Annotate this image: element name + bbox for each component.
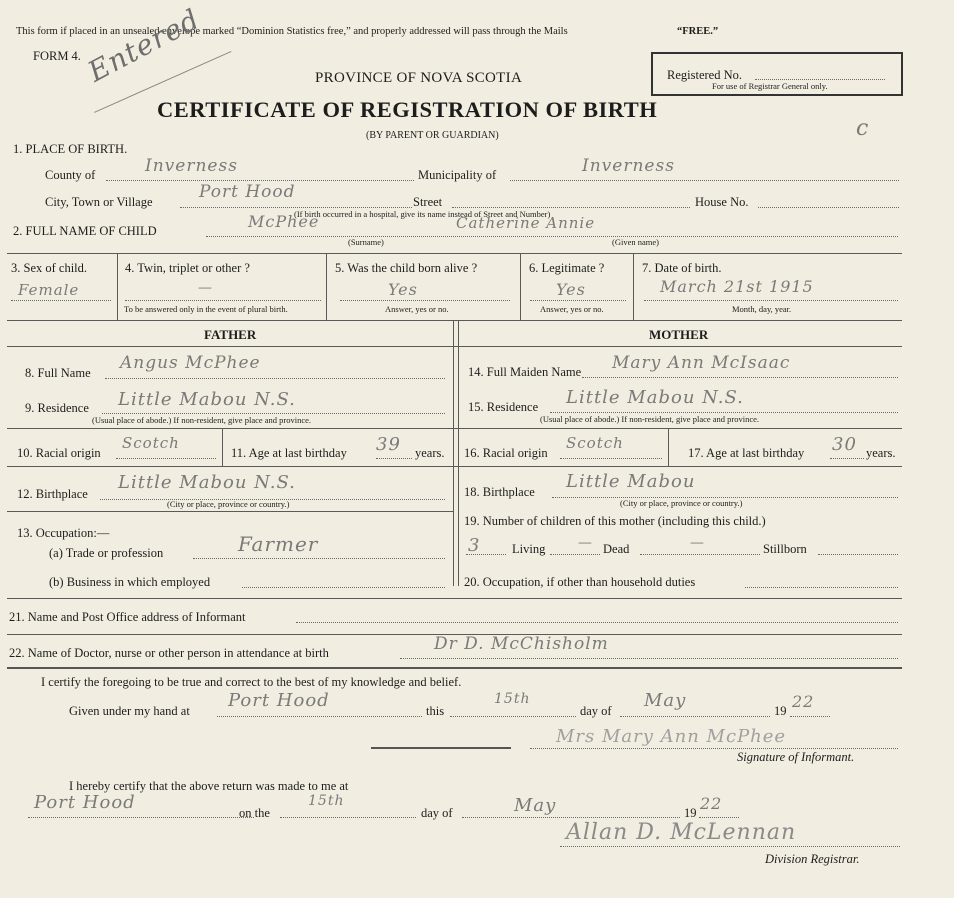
father-trade-line	[193, 558, 445, 559]
form-number: FORM 4.	[33, 49, 81, 63]
father-name-value: Angus McPhee	[120, 353, 261, 373]
surname-caption: (Surname)	[348, 237, 384, 247]
doctor-label: 22. Name of Doctor, nurse or other person in attendance at birth	[9, 646, 329, 660]
city-value: Port Hood	[199, 182, 296, 202]
given-month-line	[620, 716, 770, 717]
mail-notice: This form if placed in an unsealed envelope marked “Dominion Statistics free,” and properly addressed will pass through the Mails	[16, 26, 568, 37]
father-occupation-label: 13. Occupation:—	[17, 526, 110, 540]
registrar-month-value: May	[514, 795, 557, 816]
child-name-label: 2. FULL NAME OF CHILD	[13, 224, 157, 238]
twin-label: 4. Twin, triplet or other ?	[125, 261, 250, 275]
mother-name-label: 14. Full Maiden Name	[468, 365, 582, 379]
mother-residence-value: Little Mabou N.S.	[566, 387, 744, 408]
legitimate-line	[530, 300, 626, 301]
registrar-on-label: on the	[239, 806, 270, 820]
living-dash: —	[578, 535, 593, 551]
father-trade-value: Farmer	[238, 532, 319, 556]
mother-racial-label: 16. Racial origin	[464, 446, 548, 460]
row-divider	[7, 320, 902, 321]
signature-rule	[371, 747, 511, 749]
county-label: County of	[45, 168, 96, 182]
living-label: Living	[512, 542, 546, 556]
mother-residence-note: (Usual place of abode.) If non-resident, give place and province.	[540, 414, 760, 424]
father-racial-label: 10. Racial origin	[17, 446, 101, 460]
doctor-value: Dr D. McChisholm	[434, 634, 609, 654]
mother-birthplace-label: 18. Birthplace	[464, 485, 535, 499]
given-place-value: Port Hood	[228, 690, 330, 711]
mother-residence-line	[550, 412, 898, 413]
father-age-line	[376, 458, 412, 459]
children-label: 19. Number of children of this mother (including this child.)	[464, 514, 766, 528]
parents-row-divider	[7, 466, 902, 467]
child-name-line	[206, 236, 898, 237]
father-racial-value: Scotch	[122, 434, 180, 452]
sex-label: 3. Sex of child.	[11, 261, 88, 275]
registrar-year-prefix: 19	[684, 806, 697, 820]
parents-row-divider	[7, 511, 453, 512]
mother-birthplace-value: Little Mabou	[566, 471, 696, 492]
living-value: 3	[468, 535, 481, 556]
registrar-signature-line	[560, 846, 900, 847]
father-birthplace-note: (City or place, province or country.)	[167, 499, 290, 509]
mother-age-unit: years.	[866, 446, 896, 460]
certification-divider	[7, 667, 902, 669]
twin-value: —	[198, 280, 213, 296]
section-divider	[7, 346, 902, 347]
given-caption: (Given name)	[612, 237, 659, 247]
dead-label: Dead	[603, 542, 630, 556]
street-line	[452, 207, 690, 208]
col-divider	[520, 253, 521, 320]
registrar-place-line	[28, 817, 254, 818]
municipality-value: Inverness	[582, 156, 675, 176]
given-label: Given under my hand at	[69, 704, 190, 718]
mother-name-line	[582, 377, 898, 378]
father-business-line	[242, 587, 445, 588]
registrar-place-value: Port Hood	[34, 792, 136, 813]
place-of-birth-label: 1. PLACE OF BIRTH.	[13, 142, 128, 156]
given-day-line	[450, 716, 576, 717]
stillborn-line	[818, 554, 898, 555]
parents-divider	[453, 320, 454, 586]
dob-label: 7. Date of birth.	[642, 261, 722, 275]
registrar-day-label: day of	[421, 806, 453, 820]
father-age-value: 39	[376, 434, 401, 455]
dob-note: Month, day, year.	[732, 304, 792, 314]
mail-free: “FREE.”	[677, 26, 719, 37]
registered-label: Registered No.	[667, 68, 742, 82]
given-year-line	[790, 716, 830, 717]
father-residence-note: (Usual place of abode.) If non-resident, give place and province.	[92, 415, 312, 425]
father-residence-line	[102, 413, 445, 414]
child-given-value: Catherine Annie	[456, 214, 596, 232]
col-divider	[117, 253, 118, 320]
certificate-title: CERTIFICATE OF REGISTRATION OF BIRTH	[157, 97, 658, 122]
given-day-label: day of	[580, 704, 612, 718]
father-residence-label: 9. Residence	[25, 401, 89, 415]
street-label: Street	[413, 195, 443, 209]
legitimate-note: Answer, yes or no.	[540, 304, 604, 314]
municipality-label: Municipality of	[418, 168, 497, 182]
registrar-caption: Division Registrar.	[765, 852, 860, 866]
registrar-day-line	[280, 817, 416, 818]
father-racial-line	[116, 458, 216, 459]
legitimate-value: Yes	[556, 280, 586, 299]
registrar-signature: Allan D. McLennan	[566, 820, 797, 845]
row-divider	[7, 253, 902, 254]
registered-line	[755, 79, 885, 80]
mother-racial-line	[560, 458, 662, 459]
mother-racial-value: Scotch	[566, 434, 624, 452]
child-surname-value: McPhee	[248, 212, 320, 231]
father-age-unit: years.	[415, 446, 445, 460]
province-heading: PROVINCE OF NOVA SCOTIA	[315, 70, 523, 86]
father-residence-value: Little Mabou N.S.	[118, 389, 296, 410]
father-birthplace-value: Little Mabou N.S.	[118, 472, 296, 493]
city-line	[180, 207, 412, 208]
house-label: House No.	[695, 195, 749, 209]
mother-occupation-label: 20. Occupation, if other than household duties	[464, 575, 696, 589]
given-year-value: 22	[792, 692, 815, 711]
informant-signature: Mrs Mary Ann McPhee	[556, 726, 787, 747]
father-age-divider	[222, 428, 223, 466]
given-month-value: May	[644, 690, 687, 711]
col-divider	[326, 253, 327, 320]
given-day-value: 15th	[494, 691, 531, 707]
father-business-label: (b) Business in which employed	[49, 575, 211, 589]
sex-value: Female	[18, 281, 80, 299]
mother-age-value: 30	[832, 434, 857, 455]
informant-line	[296, 622, 898, 623]
dead-value: —	[690, 535, 705, 551]
twin-line	[125, 300, 321, 301]
father-name-label: 8. Full Name	[25, 366, 91, 380]
alive-label: 5. Was the child born alive ?	[335, 261, 478, 275]
certification-statement: I certify the foregoing to be true and correct to the best of my knowledge and belief.	[41, 675, 462, 689]
mother-age-divider	[668, 428, 669, 466]
alive-note: Answer, yes or no.	[385, 304, 449, 314]
mother-occupation-line	[745, 587, 898, 588]
mother-name-value: Mary Ann McIsaac	[612, 353, 791, 373]
county-value: Inverness	[145, 156, 238, 176]
stillborn-label: Stillborn	[763, 542, 807, 556]
father-trade-label: (a) Trade or profession	[49, 546, 164, 560]
parents-divider-inner	[458, 320, 459, 586]
father-birthplace-label: 12. Birthplace	[17, 487, 88, 501]
mother-birthplace-note: (City or place, province or country.)	[620, 498, 743, 508]
informant-signature-caption: Signature of Informant.	[737, 750, 855, 764]
given-place-line	[217, 716, 422, 717]
legitimate-label: 6. Legitimate ?	[529, 261, 605, 275]
corner-mark: c	[856, 116, 870, 141]
dead-line	[640, 554, 760, 555]
registrar-statement: I hereby certify that the above return was made to me at	[69, 779, 349, 793]
municipality-line	[510, 180, 899, 181]
dob-value: March 21st 1915	[660, 277, 814, 296]
informant-divider	[7, 598, 902, 599]
hospital-note: (If birth occurred in a hospital, give its name instead of Street and Number)	[294, 209, 551, 219]
mother-age-label: 17. Age at last birthday	[688, 446, 805, 460]
sex-line	[11, 300, 111, 301]
parents-row-divider	[7, 428, 902, 429]
registrar-year-line	[699, 817, 739, 818]
registered-note: For use of Registrar General only.	[712, 81, 828, 91]
mother-heading: MOTHER	[649, 327, 709, 342]
registrar-month-line	[462, 817, 680, 818]
alive-value: Yes	[388, 280, 418, 299]
county-line	[106, 180, 414, 181]
mother-residence-label: 15. Residence	[468, 400, 539, 414]
mother-age-line	[830, 458, 864, 459]
registrar-day-value: 15th	[308, 793, 345, 809]
col-divider	[633, 253, 634, 320]
informant-label: 21. Name and Post Office address of Informant	[9, 610, 246, 624]
alive-line	[340, 300, 510, 301]
living-dash-line	[550, 554, 600, 555]
father-age-label: 11. Age at last birthday	[231, 446, 347, 460]
father-heading: FATHER	[204, 327, 257, 342]
given-year-prefix: 19	[774, 704, 787, 718]
city-label: City, Town or Village	[45, 195, 153, 209]
registrar-year-value: 22	[700, 794, 723, 813]
father-name-line	[105, 378, 445, 379]
twin-note: To be answered only in the event of plural birth.	[124, 304, 288, 314]
certificate-subtitle: (BY PARENT OR GUARDIAN)	[366, 130, 499, 141]
doctor-line	[400, 658, 898, 659]
this-label: this	[426, 704, 445, 718]
dob-line	[644, 300, 898, 301]
entered-stamp: Entered	[82, 2, 206, 89]
informant-signature-line	[530, 748, 898, 749]
house-line	[758, 207, 899, 208]
